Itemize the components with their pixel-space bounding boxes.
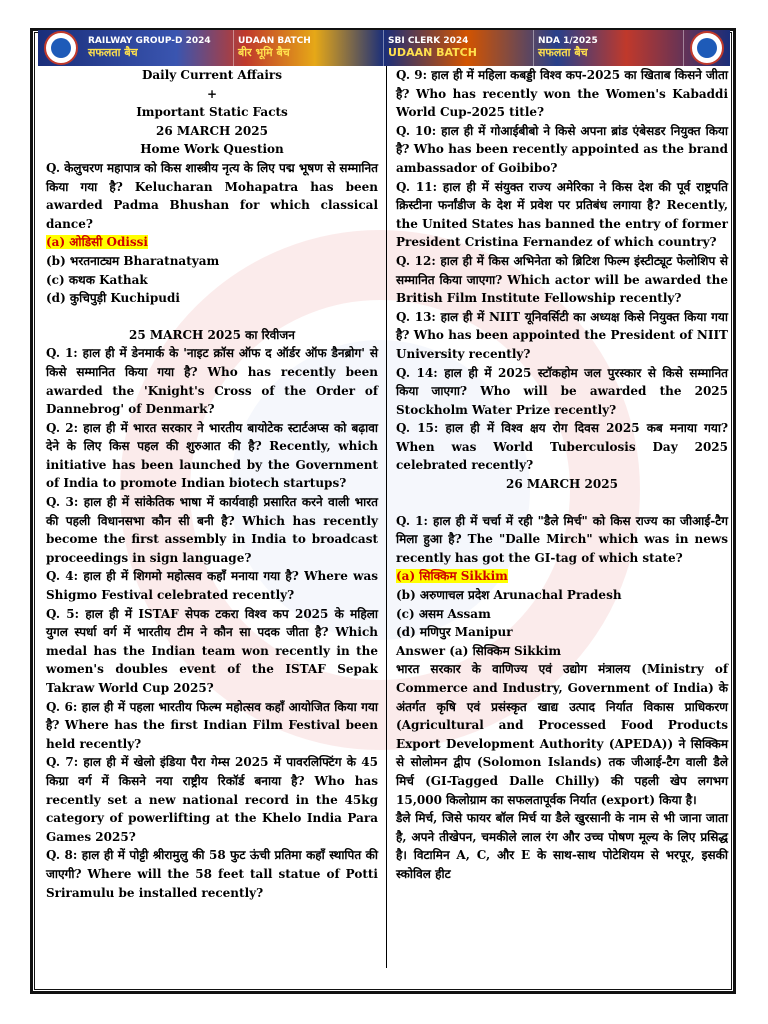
answer-line: Answer (a) सिक्किम Sikkim [396,643,562,658]
revision-heading: 25 MARCH 2025 का रिवीजन [129,327,295,342]
question-7: Q. 7: हाल ही में खेलो इंडिया पैरा गेम्स 2025 में पावरलिफ्टिंग के 45 किग्रा वर्ग में किसने नया राष्ट्रीय रिकॉर्ड बनाया है? Who has recently set a new national record in the 45kg category of powerlifting at the Khelo India Para Games 2025? [46,755,378,844]
right-column [396,66,728,884]
homework-heading: Home Work Question [140,142,284,157]
homework-question: Q. केलुचरण महापात्र को किस शास्त्रीय नृत्य के लिए पद्म भूषण से सम्मानित किया गया है? Kelucharan Mohapatra has been awarded Padma Bhushan for which classical dance? [46,160,378,231]
doc-title: Daily Current Affairs [141,68,283,82]
section-date: 26 MARCH 2025 [506,477,618,492]
today-option-c: (c) असम Assam [396,606,491,621]
spacer [396,494,728,512]
question-5: Q. 5: हाल ही में ISTAF सेपक टकरा विश्व कप 2025 के महिला युगल स्पर्धा वर्ग में भारतीय टीम ने कौन सा पदक जीता है? Which medal has the Indian team won recently in the women's doubles event of the ISTAF Sepak Takraw World Cup 2025? [46,606,378,695]
option-b: (b) भरतनाट्यम Bharatnatyam [46,253,220,268]
header-banner [38,30,730,66]
question-9: Q. 9: हाल ही में महिला कबड्डी विश्व कप-2025 का खिताब किसने जीता है? Who has recently won the Women's Kabaddi World Cup-2025 title? [396,68,728,120]
question-1: Q. 1: हाल ही में डेनमार्क के 'नाइट क्रॉस ऑफ द ऑर्डर ऑफ डैनब्रोग' से किसे सम्मानित किया गया है? Who has recently been awarded the 'Knight's Cross of the Order of Dannebrog' of Denmark? [46,346,378,417]
option-c: (c) कथक Kathak [46,272,148,287]
question-8: Q. 8: हाल ही में पोट्टी श्रीरामुलु की 58 फुट ऊंची प्रतिमा कहाँ स्थापित की जाएगी? Where will the 58 feet tall statue of Potti Sriramulu be installed recently? [46,848,378,900]
banner-segment-4: NDA 1/2025 सफलता बैच [534,30,684,66]
question-12: Q. 12: हाल ही में किस अभिनेता को ब्रिटिश फिल्म इंस्टीट्यूट फेलोशिप से सम्मानित किया जाएगा? Which actor will be awarded the British Film Institute Fellowship recently? [396,253,728,306]
doc-date: 26 MARCH 2025 [156,123,268,138]
spacer [46,308,378,326]
question-10: Q. 10: हाल ही में गोआईबीबो ने किसे अपना ब्रांड एंबेसडर नियुक्त किया है? Who has been recently appointed as the brand ambassador of Goibibo? [396,123,728,175]
option-a-highlighted: (a) ओडिसी Odissi [46,235,148,250]
explanation-paragraph-2: डैले मिर्च, जिसे फायर बॉल मिर्च या डैले खुरसानी के नाम से भी जाना जाता है, अपने तीखेपन, चमकीले लाल रंग और उच्च पोषण मूल्य के लिए प्रसिद्ध है। विटामिन A, C, और E के साथ-साथ पोटेशियम से भरपूर, इसकी स्कोविल हीट [396,811,728,881]
question-6: Q. 6: हाल ही में पहला भारतीय फिल्म महोत्सव कहाँ आयोजित किया गया है? Where has the first Indian Film Festival been held recently? [46,699,378,751]
banner-segment-1: RAILWAY GROUP-D 2024 सफलता बैच [84,30,234,66]
question-15: Q. 15: हाल ही में विश्व क्षय रोग दिवस 2025 कब मनाया गया? When was World Tuberculosis Day 2025 celebrated recently? [396,421,728,473]
today-option-b: (b) अरुणाचल प्रदेश Arunachal Pradesh [396,588,622,603]
today-option-d: (d) मणिपुर Manipur [396,625,513,640]
question-2: Q. 2: हाल ही में भारत सरकार ने भारतीय बायोटेक स्टार्टअप्स को बढ़ावा देने के लिए किस पहल की शुरुआत की है? Recently, which initiative has been launched by the Government of India to promote Indian biotech startups? [46,420,378,491]
column-divider [386,66,387,968]
banner-segment-3: SBI CLERK 2024 UDAAN BATCH [384,30,534,66]
explanation-paragraph-1: भारत सरकार के वाणिज्य एवं उद्योग मंत्रालय (Ministry of Commerce and Industry, Government of India) के अंतर्गत कृषि एवं प्रसंस्कृत खाद्य उत्पाद निर्यात विकास प्राधिकरण (Agricultural and Processed Food Products Export Development Authority (APEDA)) ने सिक्किम से सोलोमन द्वीप (Solomon Islands) तक जीआई-टैग वाली डैले मिर्च (GI-Tagged Dalle Chilly) की पहली खेप लगभग 15,000 किलोग्राम का सफलतापूर्वक निर्यात (export) किया है। [396,662,728,807]
question-14: Q. 14: हाल ही में 2025 स्टॉकहोम जल पुरस्कार से किसे सम्मानित किया जाएगा? Who will be awarded the 2025 Stockholm Water Prize recently? [396,365,728,417]
brand-logo-left [44,31,78,65]
question-3: Q. 3: हाल ही में सांकेतिक भाषा में कार्यवाही प्रसारित करने वाली भारत की पहली विधानसभा कौन सी बनी है? Which has recently become the first assembly in India to broadcast proceedings in sign language? [46,495,378,565]
left-column [46,66,378,902]
option-d: (d) कुचिपुड़ी Kuchipudi [46,291,180,306]
today-option-a-highlighted: (a) सिक्किम Sikkim [396,569,508,584]
doc-plus: + [206,86,218,101]
question-4: Q. 4: हाल ही में शिगमो महोत्सव कहाँ मनाया गया है? Where was Shigmo Festival celebrated recently? [46,569,378,603]
banner-segment-2: UDAAN BATCH बीर भूमि बैच [234,30,384,66]
brand-logo-right [690,31,724,65]
question-11: Q. 11: हाल ही में संयुक्त राज्य अमेरिका ने किस देश की पूर्व राष्ट्रपति क्रिस्टीना फर्नांडीज के देश में प्रवेश पर प्रतिबंध लगाया है? Recently, the United States has banned the entry of former President Cristina Fernandez of which country? [396,179,728,250]
today-question-1: Q. 1: हाल ही में चर्चा में रही "डैले मिर्च" को किस राज्य का जीआई-टैग मिला हुआ है? The "Dalle Mirch" which was in news recently has got the GI-tag of which state? [396,513,728,565]
doc-subtitle: Important Static Facts [136,105,288,120]
question-13: Q. 13: हाल ही में NIIT यूनिवर्सिटी का अध्यक्ष किसे नियुक्त किया गया है? Who has been appointed the President of NIIT University recently? [396,309,728,361]
